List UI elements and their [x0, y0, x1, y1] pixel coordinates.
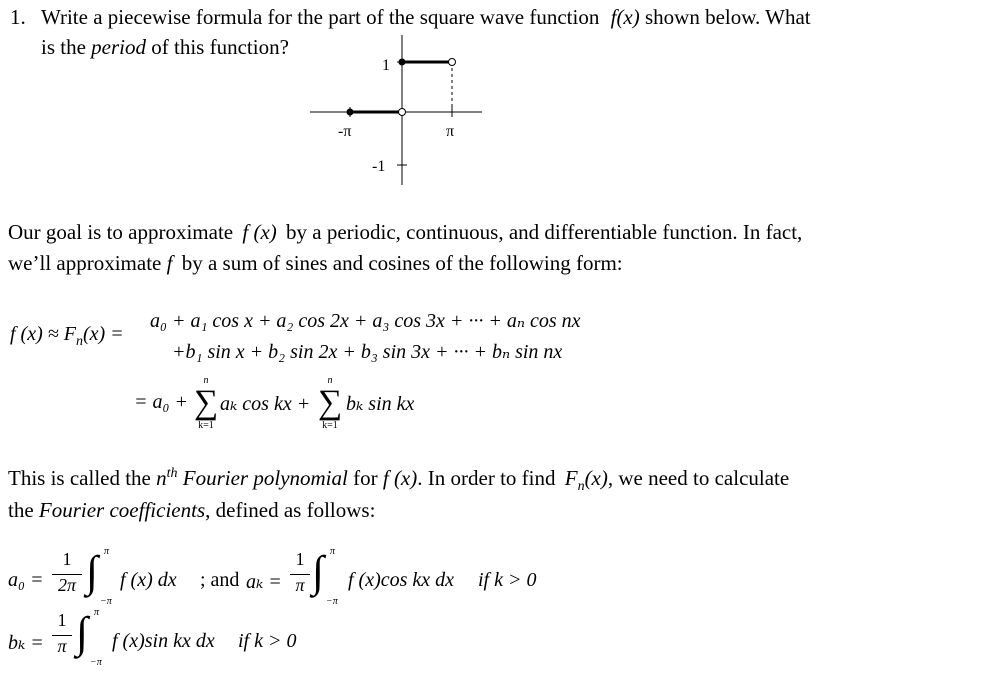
a0-integrand: f (x) dx: [120, 569, 177, 591]
problem-line-1: [10, 5, 811, 30]
fourier-line-1: This is called the $n^{th}$ Fourier polynomial for f (x). In order to find $F_n(x)$, we need to calculate: [8, 466, 790, 495]
ak-condition: if k > 0: [478, 569, 537, 591]
fourier-polynomial-term: Fourier polynomial: [182, 466, 348, 490]
closed-point-top: [399, 59, 406, 66]
problem-text-2a: is the: [41, 35, 86, 59]
bk-fraction: 1 π: [52, 610, 72, 657]
open-point-origin: [399, 109, 406, 116]
ak-upper: π: [330, 546, 336, 557]
a0-integral-sign: ∫: [86, 547, 99, 596]
bk-upper: π: [94, 607, 100, 618]
x-label-left: -π: [338, 123, 352, 140]
problem-func: f: [610, 5, 617, 29]
bk-lhs: bₖ =: [8, 632, 44, 654]
and-text: ; and: [200, 569, 240, 591]
problem-func-arg: (x): [616, 5, 640, 29]
problem-line-2: [41, 35, 289, 60]
closed-point-left: [347, 109, 354, 116]
problem-number: 1.: [10, 5, 26, 29]
formula-line-cos: a₀ + a₁ cos x + a₂ cos 2x + a₃ cos 3x + ··· + aₙ cos nx: [150, 310, 581, 332]
formula-line-sin: +b₁ sin x + b₂ sin 2x + b₃ sin 3x + ··· + bₙ sin nx: [172, 341, 563, 363]
goal-line-1: [8, 220, 802, 245]
problem-text-1b: shown below. What: [645, 5, 811, 29]
sum-1-term: aₖ cos kx +: [220, 393, 311, 415]
period-word: period: [91, 35, 146, 59]
a0-fraction: 1 2π: [52, 549, 82, 596]
problem-text-2b: of this function?: [151, 35, 289, 59]
sum-2: n ∑ k=1: [318, 375, 343, 431]
fourier-line-2: the Fourier coefficients, defined as follows:: [8, 498, 376, 522]
fourier-coefficients-term: Fourier coefficients: [38, 498, 206, 522]
formula-lhs: f $(x) \approx F_n(x)$ =: [10, 323, 124, 349]
goal-text-2a: we’ll approximate: [8, 251, 162, 275]
y-label-top: 1: [382, 57, 390, 74]
problem-text-1: Write a piecewise formula for the part of the square wave function: [41, 5, 600, 29]
ak-lower: −π: [326, 596, 338, 607]
a0-lower: −π: [100, 596, 112, 607]
a0-upper: π: [104, 546, 110, 557]
bk-integrand: f (x)sin kx dx: [112, 630, 215, 652]
goal-f: f: [166, 251, 173, 275]
x-label-right: π: [446, 123, 455, 140]
ak-integral-sign: ∫: [312, 547, 325, 596]
bk-lower: −π: [90, 657, 102, 668]
Fn-symbol: $F_n(x)$: [564, 466, 608, 495]
square-wave-graph: [300, 30, 500, 190]
ak-lhs: aₖ =: [246, 571, 282, 593]
nth: $n^{th}$: [156, 466, 178, 490]
sum-1: n ∑ k=1: [194, 375, 219, 431]
goal-text-1b: by a periodic, continuous, and differentiable function. In fact,: [286, 220, 803, 244]
y-label-bottom: -1: [372, 158, 386, 175]
bk-integral-sign: ∫: [76, 608, 89, 657]
open-point-pi: [449, 59, 456, 66]
ak-integrand: f (x)cos kx dx: [348, 569, 455, 591]
sum-2-term: bₖ sin kx: [346, 393, 415, 415]
bk-condition: if k > 0: [238, 630, 297, 652]
formula-eq2-pre: = a₀ +: [134, 391, 188, 413]
a0-lhs: a₀ =: [8, 569, 44, 591]
goal-text-1a: Our goal is to approximate: [8, 220, 234, 244]
goal-text-2b: by a sum of sines and cosines of the following form:: [181, 251, 623, 275]
goal-func: f (x): [242, 220, 277, 244]
ak-fraction: 1 π: [290, 549, 310, 596]
goal-line-2: [8, 251, 623, 276]
